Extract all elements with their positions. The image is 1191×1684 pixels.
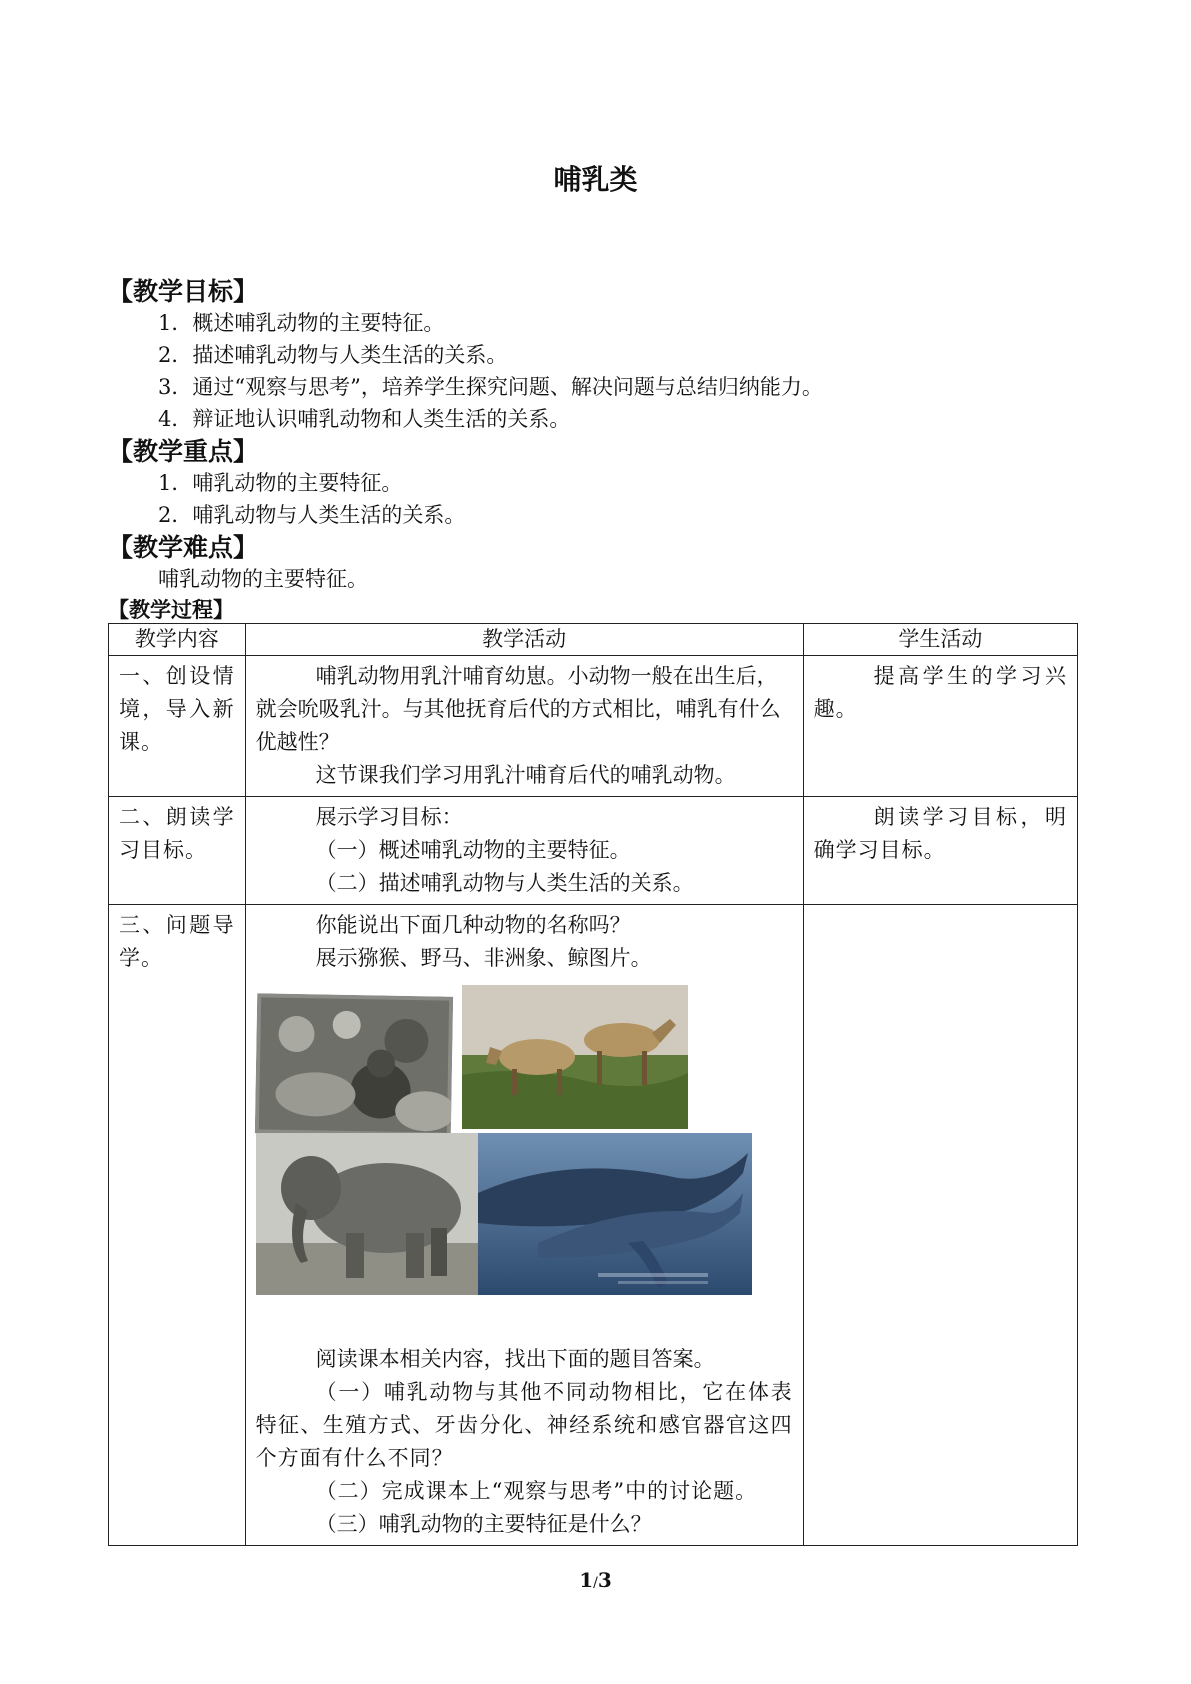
objectives-heading: 【教学目标】 xyxy=(108,277,259,306)
whale-photo xyxy=(478,1133,752,1295)
objective-item: 4．辩证地认识哺乳动物和人类生活的关系。 xyxy=(158,407,571,431)
page-number xyxy=(0,1568,1191,1592)
difficulty-heading: 【教学难点】 xyxy=(108,533,259,562)
activity-paragraph: （一）哺乳动物与其他不同动物相比，它在体表特征、生殖方式、牙齿分化、神经系统和感官器官这四个方面有什么不同？ xyxy=(255,1380,793,1470)
content-cell: 三、问题导学。 xyxy=(109,905,246,1546)
column-header: 教学内容 xyxy=(109,624,246,656)
content-cell: 一、创设情境，导入新课。 xyxy=(109,656,246,797)
keypoint-item: 2．哺乳动物与人类生活的关系。 xyxy=(158,503,466,527)
activity-paragraph: （二）描述哺乳动物与人类生活的关系。 xyxy=(315,871,694,895)
activity-cell xyxy=(245,905,803,1546)
monkey-photo xyxy=(254,993,452,1136)
student-cell: 提高学生的学习兴趣。 xyxy=(803,656,1077,797)
student-cell xyxy=(803,905,1077,1546)
objective-item: 2．描述哺乳动物与人类生活的关系。 xyxy=(158,343,508,367)
activity-paragraph: 展示猕猴、野马、非洲象、鲸图片。 xyxy=(315,946,652,970)
keypoints-heading: 【教学重点】 xyxy=(108,437,259,466)
table-header-row xyxy=(109,624,1078,656)
objective-item: 1．概述哺乳动物的主要特征。 xyxy=(158,311,445,335)
page-current: 1 xyxy=(579,1568,594,1592)
table-row xyxy=(109,656,1078,797)
page-separator: / xyxy=(593,1575,598,1591)
process-table xyxy=(108,623,1078,1546)
activity-paragraph: （三）哺乳动物的主要特征是什么？ xyxy=(315,1512,652,1536)
table-row xyxy=(109,905,1078,1546)
animal-photos xyxy=(256,985,796,1335)
activity-paragraph: （二）完成课本上“观察与思考”中的讨论题。 xyxy=(315,1479,758,1503)
page-title: 哺乳类 xyxy=(553,163,638,196)
student-cell: 朗读学习目标，明确学习目标。 xyxy=(803,797,1077,905)
activity-paragraph: 哺乳动物用乳汁哺育幼崽。小动物一般在出生后，就会吮吸乳汁。与其他抚育后代的方式相比，哺乳有什么优越性？ xyxy=(255,664,781,754)
activity-paragraph: 阅读课本相关内容，找出下面的题目答案。 xyxy=(315,1347,715,1371)
table-row xyxy=(109,797,1078,905)
elephant-photo xyxy=(256,1133,478,1295)
activity-cell xyxy=(245,797,803,905)
process-heading: 【教学过程】 xyxy=(108,598,234,622)
activity-paragraph: 这节课我们学习用乳汁哺育后代的哺乳动物。 xyxy=(315,763,736,787)
activity-cell xyxy=(245,656,803,797)
page-total: 3 xyxy=(597,1568,612,1592)
column-header: 教学活动 xyxy=(245,624,803,656)
activity-paragraph: 你能说出下面几种动物的名称吗？ xyxy=(315,913,631,937)
column-header: 学生活动 xyxy=(803,624,1077,656)
horse-photo xyxy=(462,985,688,1129)
objective-item: 3．通过“观察与思考”，培养学生探究问题、解决问题与总结归纳能力。 xyxy=(158,375,823,399)
content-cell: 二、朗读学习目标。 xyxy=(109,797,246,905)
difficulty-text: 哺乳动物的主要特征。 xyxy=(158,567,368,591)
keypoint-item: 1．哺乳动物的主要特征。 xyxy=(158,471,403,495)
activity-paragraph: 展示学习目标： xyxy=(315,805,463,829)
activity-paragraph: （一）概述哺乳动物的主要特征。 xyxy=(315,838,631,862)
